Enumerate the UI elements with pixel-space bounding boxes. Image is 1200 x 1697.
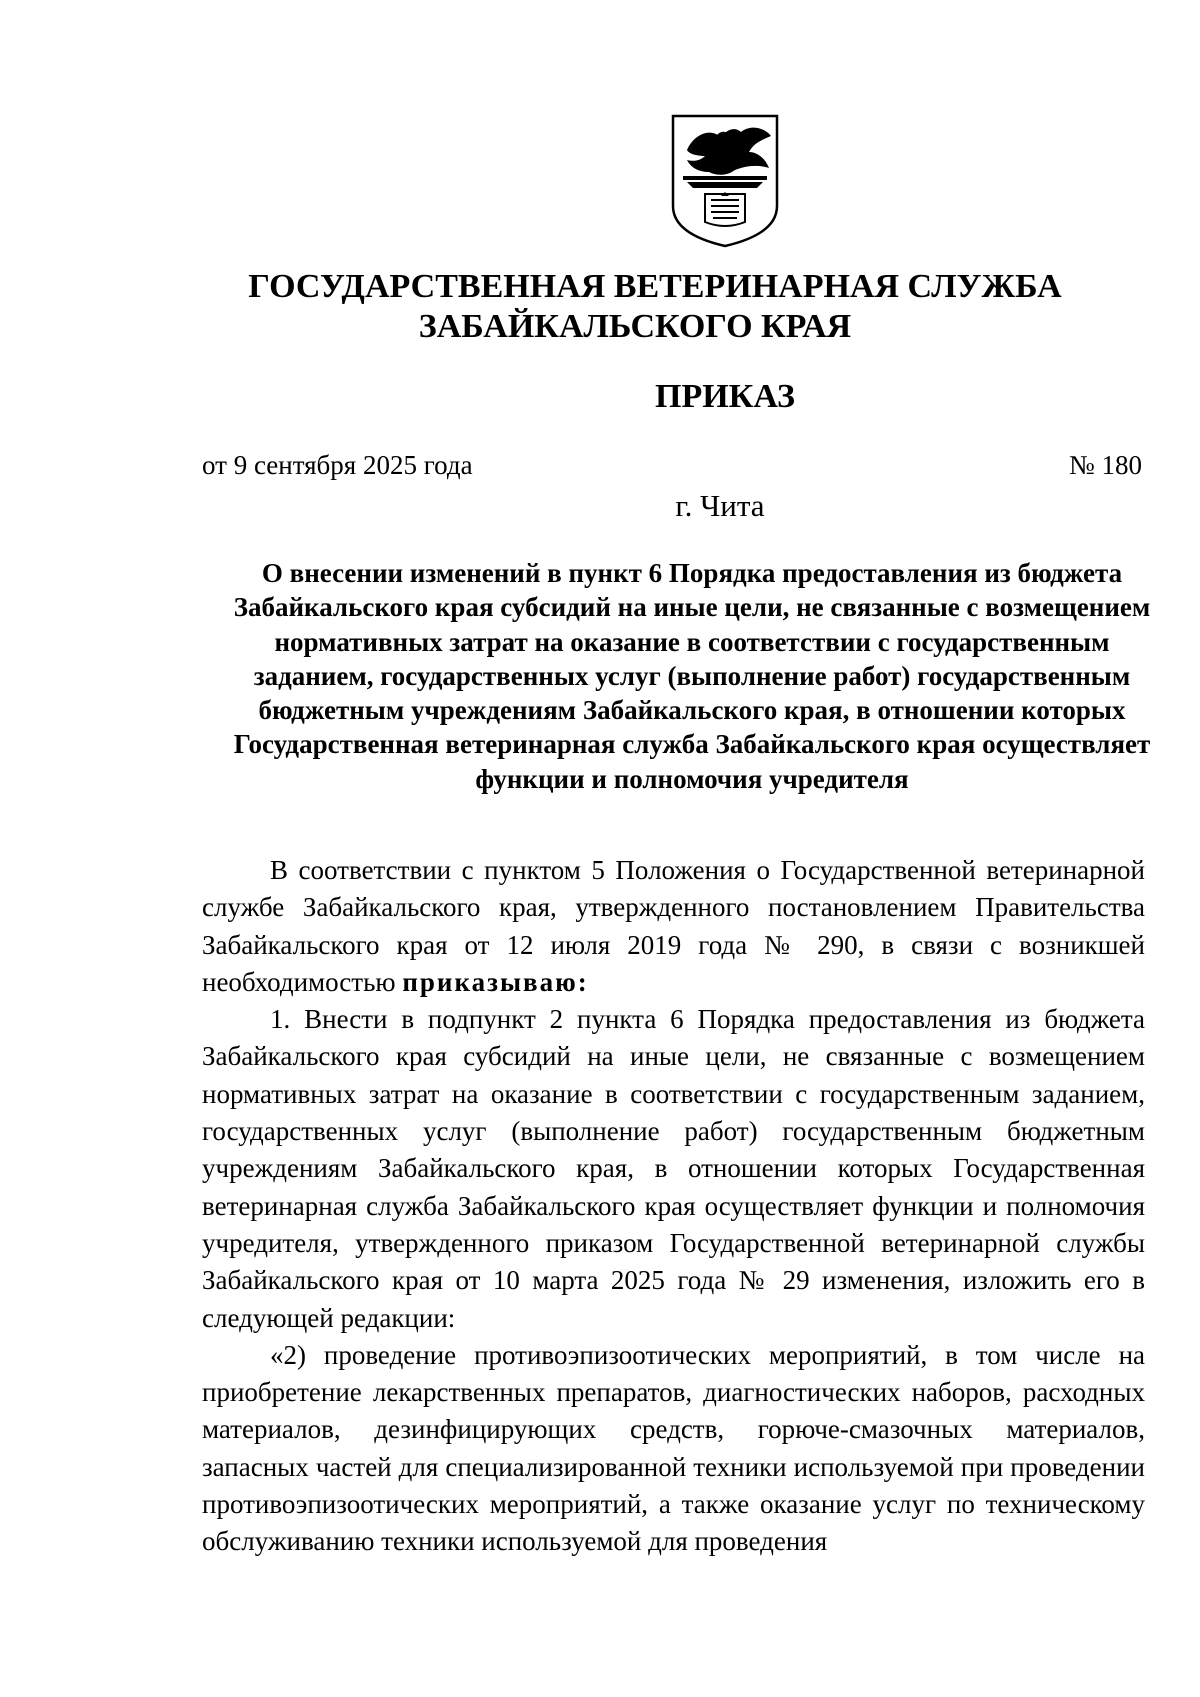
document-body	[202, 852, 1145, 1561]
item-1-paragraph: 1. Внести в подпункт 2 пункта 6 Порядка предоставления из бюджета Забайкальского края субсидий на иные цели, не связанные с возмещением нормативных затрат на оказание в соответствии с государственным заданием, государственных услуг (выполнение работ) государственным бюджетным учреждениям Забайкальского края, в отношении которых Государственная ветеринарная служба Забайкальского края осуществляет функции и полномочия учредителя, утвержденного приказом Государственной ветеринарной службы Забайкальского края от 10 марта 2025 года № 29 изменения, изложить его в следующей редакции:	[202, 1004, 1145, 1333]
organization-name-line1: ГОСУДАРСТВЕННАЯ ВЕТЕРИНАРНАЯ СЛУЖБА	[248, 268, 1062, 305]
coat-of-arms-icon	[665, 110, 785, 250]
document-type: ПРИКАЗ	[655, 378, 795, 415]
organization-name-line2: ЗАБАЙКАЛЬСКОГО КРАЯ	[418, 308, 852, 345]
item-1-new-text-paragraph: «2) проведение противоэпизоотических мероприятий, в том числе на приобретение лекарственных препаратов, диагностических наборов, расходных материалов, дезинфицирующих средств, горюче-смазочных материалов, запасных частей для специализированной техники используемой при проведении противоэпизоотических мероприятий, а также оказание услуг по техническому обслуживанию техники используемой для проведения	[202, 1339, 1145, 1557]
document-date: от 9 сентября 2025 года	[202, 450, 473, 480]
order-keyword: приказываю:	[402, 966, 589, 997]
preamble-paragraph	[202, 852, 1145, 1001]
document-subject: О внесении изменений в пункт 6 Порядка предоставления из бюджета Забайкальского края субсидий на иные цели, не связанные с возмещением нормативных затрат на оказание в соответствии с государственным заданием, государственных услуг (выполнение работ) государственным бюджетным учреждениям Забайкальского края, в отношении которых Государственная ветеринарная служба Забайкальского края осуществляет функции и полномочия учредителя	[233, 558, 1151, 794]
preamble-text: В соответствии с пунктом 5 Положения о Государственной ветеринарной службе Забайкальского края, утвержденного постановлением Правительства Забайкальского края от 12 июля 2019 года № 290, в связи с возникшей необходимостью	[202, 855, 1145, 997]
document-city: г. Чита	[675, 488, 765, 523]
document-number: № 180	[1068, 450, 1142, 480]
